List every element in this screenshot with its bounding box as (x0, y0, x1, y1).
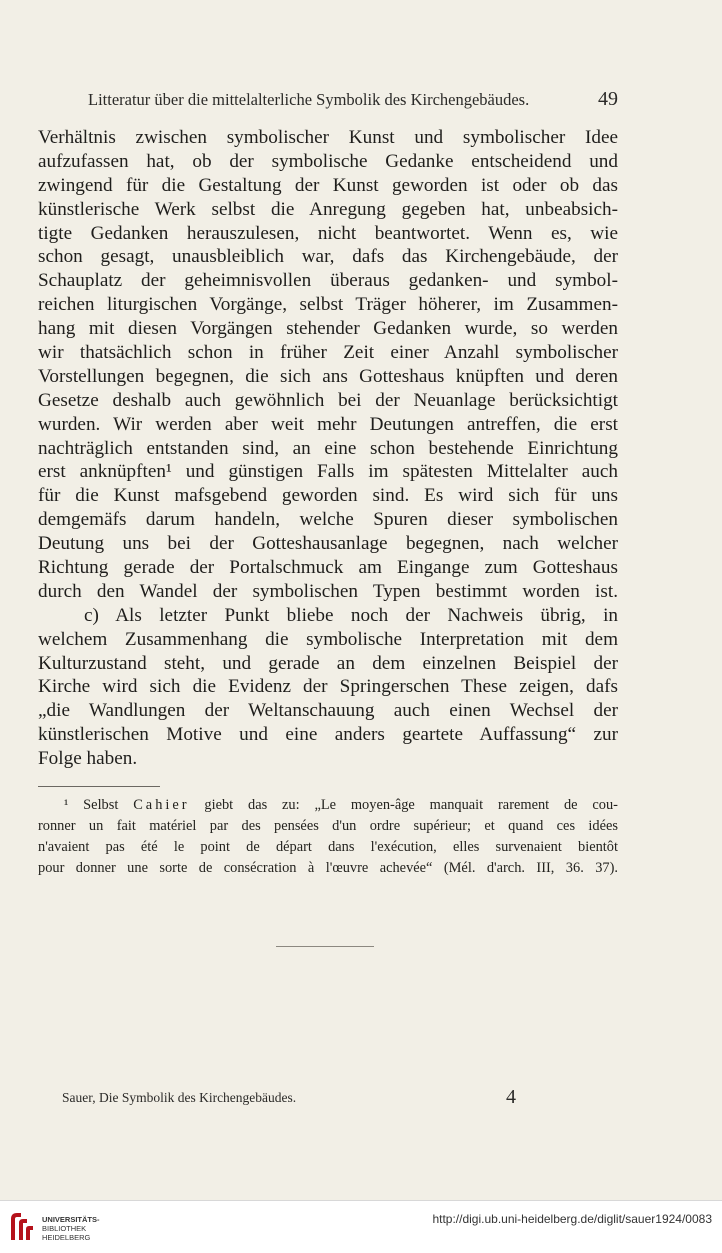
footnote-line (38, 795, 618, 816)
text-line: welchem Zusammenhang die symbolische Interpretation mit dem (38, 628, 618, 650)
separator-rule (276, 946, 374, 947)
text-line: künstlerischen Motive und eine anders geartete Auffassung“ zur (38, 724, 618, 746)
text-line: wir thatsächlich schon in früher Zeit einer Anzahl symbolischer (38, 342, 618, 364)
footnote-pre: Selbst (83, 797, 119, 813)
page-number: 49 (598, 88, 618, 110)
text-line: künstlerische Werk selbst die Anregung gegeben hat, unbeabsich- (38, 198, 618, 220)
text-line: aufzufassen hat, ob der symbolische Gedanke entscheidend und (38, 150, 618, 172)
signature-number: 4 (506, 1086, 516, 1108)
text-line: nachträglich entstanden sind, an eine schon bestehende Einrichtung (38, 437, 618, 459)
text-line: demgemäfs darum handeln, welche Spuren dieser symbolischen (38, 509, 618, 531)
footnote-marker: ¹ (64, 797, 69, 813)
text-line: „die Wandlungen der Weltanschauung auch einen Wechsel der (38, 700, 618, 722)
text-line: Folge haben. (38, 748, 138, 770)
running-head (88, 90, 618, 116)
text-line: reichen liturgischen Vorgänge, selbst Träger höherer, im Zusammen- (38, 294, 618, 316)
text-line: c) Als letzter Punkt bliebe noch der Nachweis übrig, in (84, 604, 618, 626)
library-logo-icon[interactable] (8, 1209, 36, 1243)
permalink-url[interactable]: http://digi.ub.uni-heidelberg.de/diglit/sauer1924/0083 (432, 1212, 712, 1226)
body-text (38, 126, 618, 771)
footnote-line: pour donner une sorte de consécration à l'œuvre achevée“ (Mél. d'arch. III, 36. 37). (38, 860, 618, 876)
text-line: durch den Wandel der symbolischen Typen bestimmt worden ist. (38, 580, 618, 602)
text-line: Schauplatz der geheimnisvollen überaus gedanken- und symbol- (38, 270, 618, 292)
footnote-line1-rest: giebt das zu: „Le moyen-âge manquait rarement de cou- (204, 797, 618, 813)
text-line: Vorstellungen begegnen, die sich ans Gotteshaus knüpften und deren (38, 365, 618, 387)
text-line: erst anknüpften¹ und günstigen Falls im spätesten Mittelalter auch (38, 461, 618, 483)
footnote (38, 795, 618, 879)
text-line: Deutung uns bei der Gotteshausanlage begegnen, nach welcher (38, 533, 618, 555)
text-line: tigte Gedanken herauszulesen, nicht beantwortet. Wenn es, wie (38, 222, 618, 244)
library-name-line: BIBLIOTHEK (42, 1224, 87, 1233)
text-line: wurden. Wir werden aber weit mehr Deutungen antreffen, die erst (38, 413, 618, 435)
library-name-line: UNIVERSITÄTS- (42, 1215, 100, 1224)
text-line: Richtung gerade der Portalschmuck am Eingange zum Gotteshaus (38, 557, 618, 579)
text-line: schon gesagt, unausbleiblich war, dafs das Kirchengebäude, der (38, 246, 618, 268)
footnote-divider (38, 786, 160, 787)
library-name (42, 1215, 100, 1242)
text-line: Gesetze deshalb auch gewöhnlich bei der Neuanlage berücksichtigt (38, 389, 618, 411)
footnote-line: n'avaient pas été le point de départ dans l'exécution, elles survenaient bientôt (38, 839, 618, 855)
signature-line: Sauer, Die Symbolik des Kirchengebäudes. (62, 1090, 297, 1105)
footnote-line: ronner un fait matériel par des pensées d'un ordre supérieur; et quand ces idées (38, 818, 618, 834)
text-line: Verhältnis zwischen symbolischer Kunst und symbolischer Idee (38, 127, 618, 148)
text-line: Kulturzustand steht, und gerade an dem einzelnen Beispiel der (38, 652, 618, 674)
running-head-title: Litteratur über die mittelalterliche Symbolik des Kirchengebäudes. (88, 90, 530, 109)
text-line: für die Kunst mafsgebend geworden sind. Es wird sich für uns (38, 485, 618, 507)
text-line: Kirche wird sich die Evidenz der Springerschen These zeigen, dafs (38, 676, 618, 698)
library-name-line: HEIDELBERG (42, 1233, 91, 1242)
footnote-author: Cahier (133, 797, 190, 813)
text-line: hang mit diesen Vorgängen stehender Gedanken wurde, so werden (38, 318, 618, 340)
footer-bar (0, 1200, 722, 1253)
text-line: zwingend für die Gestaltung der Kunst geworden ist oder ob das (38, 174, 618, 196)
